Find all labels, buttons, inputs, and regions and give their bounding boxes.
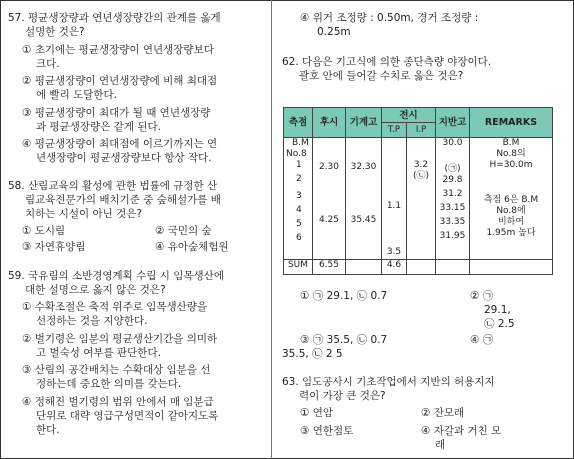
q62-option4-cont: 35.5, ㉡ 2 5	[282, 348, 343, 360]
q59-option4-cont: 단위로 대략 영급구성면적이 같아지도록	[36, 410, 219, 422]
header-ip: I.P	[407, 123, 436, 138]
header-backsight: 후시	[313, 108, 346, 138]
q63-option3[interactable]: ③ 연한점토	[300, 425, 354, 437]
sum-remarks	[470, 260, 553, 275]
q57-stem-line2: 설명한 것은?	[25, 26, 85, 38]
q61-option4-cont: 0.25m	[317, 26, 351, 38]
q57-option4-cont: 년생장량이 평균생장량보다 항상 작다.	[36, 152, 212, 164]
q59-stem-line1: 59. 국유림의 소반경영계획 수립 시 임목생산에	[8, 270, 224, 282]
sum-tp: 4.6	[382, 260, 407, 275]
table-header-row	[284, 108, 553, 123]
q62-stem-line1: 62. 다음은 기고식에 의한 종단측량 야장이다.	[282, 56, 492, 68]
q61-option4[interactable]: ④ 위거 조정량 : 0.50m, 경거 조정량 :	[300, 12, 479, 24]
ground-height-2: 29.8	[442, 175, 463, 185]
instrument-height-1: 32.30	[350, 162, 377, 172]
station-2: 2	[296, 174, 302, 184]
q63-stem-line1: 63. 임도공사시 기초작업에서 지반의 허용지지	[282, 376, 495, 388]
q62-option2-cont2: ㉡ 2.5	[484, 318, 515, 330]
station-6: 6	[296, 233, 302, 243]
q58-option1[interactable]: ① 도시림	[22, 225, 66, 237]
q58-option4[interactable]: ④ 유아숲체험원	[155, 241, 229, 253]
instrument-height-2: 35.45	[350, 215, 377, 225]
sum-ip	[407, 260, 436, 275]
remarks-no8: No.8의	[496, 149, 526, 159]
ground-height-blank: (㉠)	[444, 164, 461, 174]
q59-option2-cont: 고 벌숙성 여부를 판단한다.	[36, 347, 161, 359]
q59-option1[interactable]: ① 수확조절은 축적 위주로 임목생산량을	[22, 301, 208, 313]
ground-height-6: 31.95	[439, 231, 466, 241]
ground-height-3: 31.2	[442, 189, 463, 199]
q57-stem-line1: 57. 평균생장량과 연년생장량간의 관계를 옳게	[8, 12, 221, 24]
q59-option4[interactable]: ④ 정해진 벌기령의 범위 안에서 매 임분급	[22, 396, 214, 408]
q58-stem-line3: 치하는 시설이 아닌 것은?	[25, 208, 143, 220]
leveling-fieldbook-table	[283, 107, 553, 275]
station-no8: No.8	[286, 149, 307, 159]
intermediate-point-cell	[407, 138, 436, 260]
station-1: 1	[296, 160, 302, 170]
q57-option2-cont: 에 빨리 도달한다.	[36, 89, 118, 101]
ground-height-4: 33.15	[439, 203, 466, 213]
q62-option1[interactable]: ① ㉠ 29.1, ㉡ 0.7	[300, 290, 388, 302]
q62-option2-cont: 29.1,	[484, 304, 511, 316]
header-station: 측점	[284, 108, 313, 138]
remarks-note-1: 측점 6은 B.M	[483, 195, 539, 205]
sum-ground	[436, 260, 470, 275]
remarks-height: H=30.0m	[489, 160, 533, 170]
q57-option4[interactable]: ④ 평균생장량이 최대점에 이르기까지는 연	[22, 138, 218, 150]
q59-option1-cont: 선정하는 것을 지양한다.	[36, 315, 148, 327]
ip-value-2: (㉡)	[412, 171, 430, 181]
q58-stem-line2: 림교육전문가의 배치기준 중 숲해설가를 배	[25, 194, 221, 206]
remarks-cell	[470, 138, 553, 260]
ip-value-1: 3.2	[413, 160, 429, 170]
backsight-cell	[313, 138, 346, 260]
header-ground-height: 지반고	[436, 108, 470, 138]
q59-option2[interactable]: ② 벌기령은 임분의 평균생산기간을 의미하	[22, 333, 218, 345]
remarks-bm: B.M	[502, 138, 520, 148]
sum-backsight: 6.55	[313, 260, 346, 275]
q57-option1-cont: 크다.	[36, 58, 60, 70]
header-remarks: REMARKS	[470, 108, 553, 138]
backsight-value-2: 4.25	[318, 215, 340, 225]
station-5: 5	[296, 219, 302, 229]
q59-option3-cont: 정하는데 중요한 의미를 갖는다.	[36, 378, 182, 390]
remarks-note-3: 비하여	[497, 217, 525, 227]
q58-option2[interactable]: ② 국민의 숲	[155, 225, 212, 237]
q62-option3[interactable]: ③ ㉠ 35.5, ㉡ 0.7	[300, 334, 388, 346]
sum-label: SUM	[284, 260, 313, 275]
stations-cell	[284, 138, 313, 260]
station-bm: B.M	[292, 138, 309, 148]
header-tp: T.P	[382, 123, 407, 138]
tp-value-2: 3.5	[386, 247, 402, 257]
ground-height-5: 33.35	[439, 217, 466, 227]
q59-option3[interactable]: ③ 산림의 공간배치는 수확대상 임분을 선	[22, 364, 211, 376]
q63-stem-line2: 력이 가장 큰 것은?	[299, 390, 386, 402]
instrument-height-cell	[346, 138, 382, 260]
q57-option1[interactable]: ① 초기에는 평균생장량이 연년생장량보다	[22, 44, 214, 56]
q57-option3-cont: 과 평균생장량은 같게 된다.	[36, 121, 161, 133]
q63-option1[interactable]: ① 연암	[300, 407, 334, 419]
table-body-row	[284, 138, 553, 260]
ground-height-bm: 30.0	[442, 138, 463, 148]
q58-stem-line1: 58. 산림교육의 활성에 관한 법률에 규정한 산	[8, 180, 218, 192]
q62-option4[interactable]: ④ ㉠	[470, 334, 494, 346]
header-foresight: 전시	[382, 108, 436, 123]
turning-point-cell	[382, 138, 407, 260]
q62-option2[interactable]: ② ㉠	[470, 290, 494, 302]
q57-option2[interactable]: ② 평균생장량이 연년생장량에 비해 최대점	[22, 75, 218, 87]
header-instrument-height: 기계고	[346, 108, 382, 138]
q59-option4-cont2: 한다.	[36, 424, 60, 436]
column-divider	[271, 0, 272, 459]
remarks-note-4: 1.95m 높다	[486, 228, 536, 238]
remarks-note-2: No.8에	[496, 206, 526, 216]
q62-stem-line2: 괄호 안에 들어갈 수치로 옳은 것은?	[299, 70, 464, 82]
station-4: 4	[296, 205, 302, 215]
sum-instrument-height	[346, 260, 382, 275]
backsight-value-1: 2.30	[318, 162, 340, 172]
station-3: 3	[296, 191, 302, 201]
q63-option2[interactable]: ② 잔모래	[421, 407, 465, 419]
tp-value-1: 1.1	[386, 201, 402, 211]
q63-option4-cont: 래	[435, 439, 446, 451]
q58-option3[interactable]: ③ 자연휴양림	[22, 241, 86, 253]
q59-stem-line2: 대한 설명으로 옳지 않은 것은?	[25, 284, 166, 296]
q63-option4[interactable]: ④ 자갈과 거친 모	[421, 425, 502, 437]
q57-option3[interactable]: ③ 평균생장량이 최대가 될 때 연년생장량	[22, 107, 211, 119]
table-sum-row	[284, 260, 553, 275]
ground-height-cell	[436, 138, 470, 260]
